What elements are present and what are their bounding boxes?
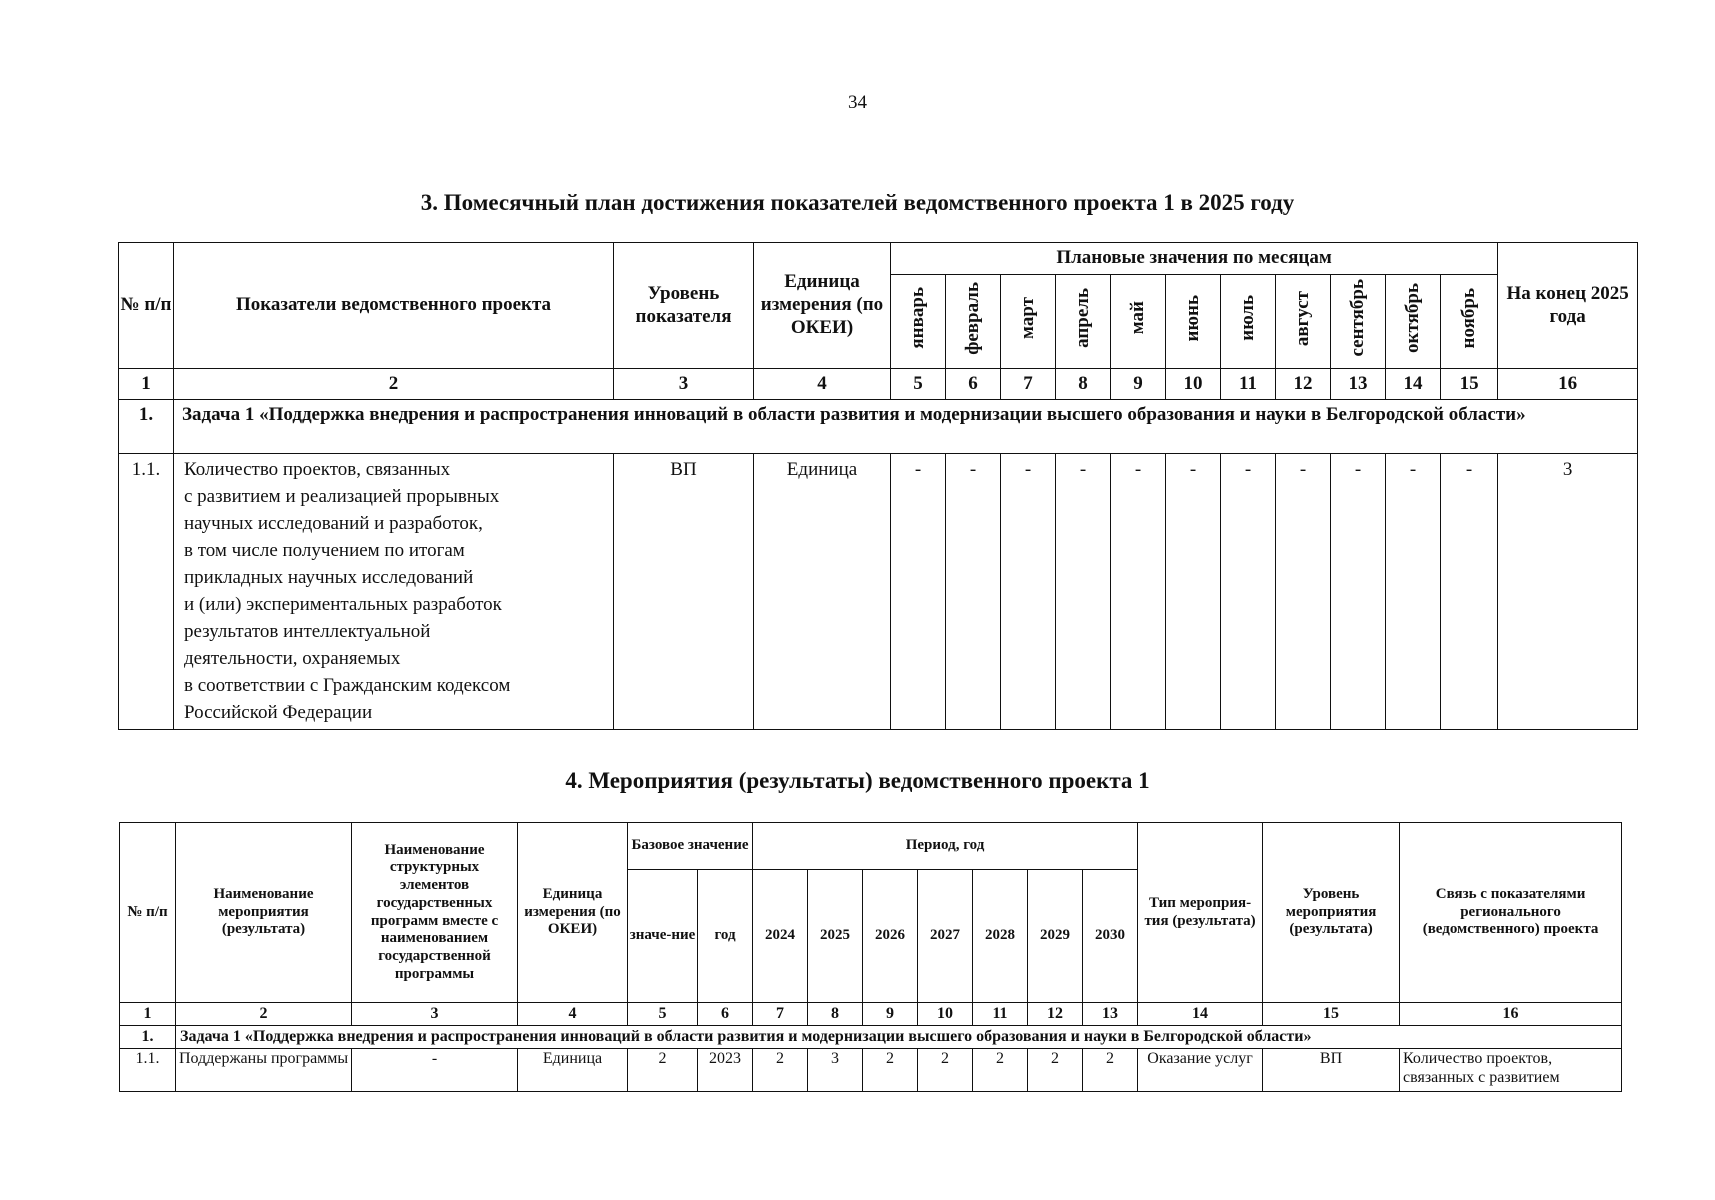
row-num: 1.1. [119,454,174,730]
header-name: Наименование мероприятия (результата) [176,823,352,1003]
column-number: 6 [946,369,1001,400]
header-num: № п/п [119,243,174,369]
year-header: 2028 [973,870,1028,1003]
column-number: 12 [1028,1003,1083,1026]
header-base: Базовое значение [628,823,753,870]
year-value: 2 [753,1049,808,1092]
column-number: 16 [1498,369,1638,400]
activity-unit: Единица [518,1049,628,1092]
column-number: 1 [119,369,174,400]
year-header: 2026 [863,870,918,1003]
indicator-unit: Единица [754,454,891,730]
activity-struct: - [352,1049,518,1092]
monthly-value: - [891,454,946,730]
year-value: 2 [1028,1049,1083,1092]
base-year: 2023 [698,1049,753,1092]
column-number: 3 [614,369,754,400]
month-header: январь [891,275,946,369]
monthly-value: - [1111,454,1166,730]
month-header: март [1001,275,1056,369]
header-unit: Единица измерения (по ОКЕИ) [518,823,628,1003]
header-type: Тип мероприя-тия (результата) [1138,823,1263,1003]
header-level: Уровень мероприятия (результата) [1263,823,1400,1003]
monthly-value: - [1276,454,1331,730]
task-title: Задача 1 «Поддержка внедрения и распространения инноваций в области развития и модернизации высшего образования и науки в Белгородской области» [174,400,1638,454]
header-link: Связь с показателями регионального (ведомственного) проекта [1400,823,1622,1003]
task-title: Задача 1 «Поддержка внедрения и распространения инноваций в области развития и модернизации высшего образования и науки в Белгородской области» [176,1026,1622,1049]
column-number: 8 [808,1003,863,1026]
header-period: Период, год [753,823,1138,870]
header-end: На конец 2025 года [1498,243,1638,369]
section-4-title: 4. Мероприятия (результаты) ведомственного проекта 1 [565,768,1150,793]
header-base-year: год [698,870,753,1003]
year-value: 3 [808,1049,863,1092]
base-value: 2 [628,1049,698,1092]
column-number: 5 [628,1003,698,1026]
header-struct: Наименование структурных элементов государственных программ вместе с наименованием государственной программы [352,823,518,1003]
year-header: 2029 [1028,870,1083,1003]
activity-level: ВП [1263,1049,1400,1092]
month-header: июль [1221,275,1276,369]
year-value: 2 [1083,1049,1138,1092]
year-value: 2 [863,1049,918,1092]
month-header: февраль [946,275,1001,369]
column-number: 10 [1166,369,1221,400]
year-value: 2 [973,1049,1028,1092]
column-number: 11 [973,1003,1028,1026]
month-header: ноябрь [1441,275,1498,369]
column-number: 6 [698,1003,753,1026]
column-number: 3 [352,1003,518,1026]
year-header: 2024 [753,870,808,1003]
column-number: 13 [1331,369,1386,400]
indicator-level: ВП [614,454,754,730]
column-number: 8 [1056,369,1111,400]
column-number: 16 [1400,1003,1622,1026]
column-number: 15 [1263,1003,1400,1026]
month-header: май [1111,275,1166,369]
task-num: 1. [119,400,174,454]
month-header: сентябрь [1331,275,1386,369]
column-number: 14 [1138,1003,1263,1026]
header-level: Уровень показателя [614,243,754,369]
month-header: апрель [1056,275,1111,369]
column-number: 11 [1221,369,1276,400]
column-number: 2 [174,369,614,400]
task-num: 1. [120,1026,176,1049]
column-number: 1 [120,1003,176,1026]
monthly-value: - [946,454,1001,730]
column-number: 7 [753,1003,808,1026]
month-header: август [1276,275,1331,369]
monthly-value: - [1001,454,1056,730]
activity-name: Поддержаны программы [176,1049,352,1092]
monthly-value: - [1166,454,1221,730]
column-number: 9 [1111,369,1166,400]
header-plan: Плановые значения по месяцам [891,243,1498,275]
column-number: 12 [1276,369,1331,400]
column-number: 2 [176,1003,352,1026]
monthly-value: - [1441,454,1498,730]
activities-table [119,822,1622,1092]
month-header: октябрь [1386,275,1441,369]
column-number: 10 [918,1003,973,1026]
page-number: 34 [848,92,867,113]
monthly-value: - [1056,454,1111,730]
monthly-value: - [1331,454,1386,730]
header-num: № п/п [120,823,176,1003]
end-of-year-value: 3 [1498,454,1638,730]
column-number: 5 [891,369,946,400]
column-number: 15 [1441,369,1498,400]
column-number: 9 [863,1003,918,1026]
monthly-value: - [1386,454,1441,730]
monthly-value: - [1221,454,1276,730]
year-header: 2025 [808,870,863,1003]
header-base-value: значе-ние [628,870,698,1003]
monthly-plan-table [118,242,1638,730]
indicator-link: Количество проектов, связанных с развитием [1400,1049,1622,1092]
year-header: 2030 [1083,870,1138,1003]
indicator-name: Количество проектов, связанных с развитием и реализацией прорывных научных исследований и разработок, в том числе получением по итогам прикладных научных исследований и (или) экспериментальных разработок результатов интеллектуальной деятельности, охраняемых в соответствии с Гражданским кодексом Российской Федерации [174,454,614,730]
section-3-title: 3. Помесячный план достижения показателей ведомственного проекта 1 в 2025 году [420,190,1295,215]
column-number: 7 [1001,369,1056,400]
year-header: 2027 [918,870,973,1003]
header-unit: Единица измерения (по ОКЕИ) [754,243,891,369]
row-num: 1.1. [120,1049,176,1092]
year-value: 2 [918,1049,973,1092]
column-number: 14 [1386,369,1441,400]
column-number: 13 [1083,1003,1138,1026]
activity-type: Оказание услуг [1138,1049,1263,1092]
header-indicator: Показатели ведомственного проекта [174,243,614,369]
month-header: июнь [1166,275,1221,369]
column-number: 4 [754,369,891,400]
column-number: 4 [518,1003,628,1026]
